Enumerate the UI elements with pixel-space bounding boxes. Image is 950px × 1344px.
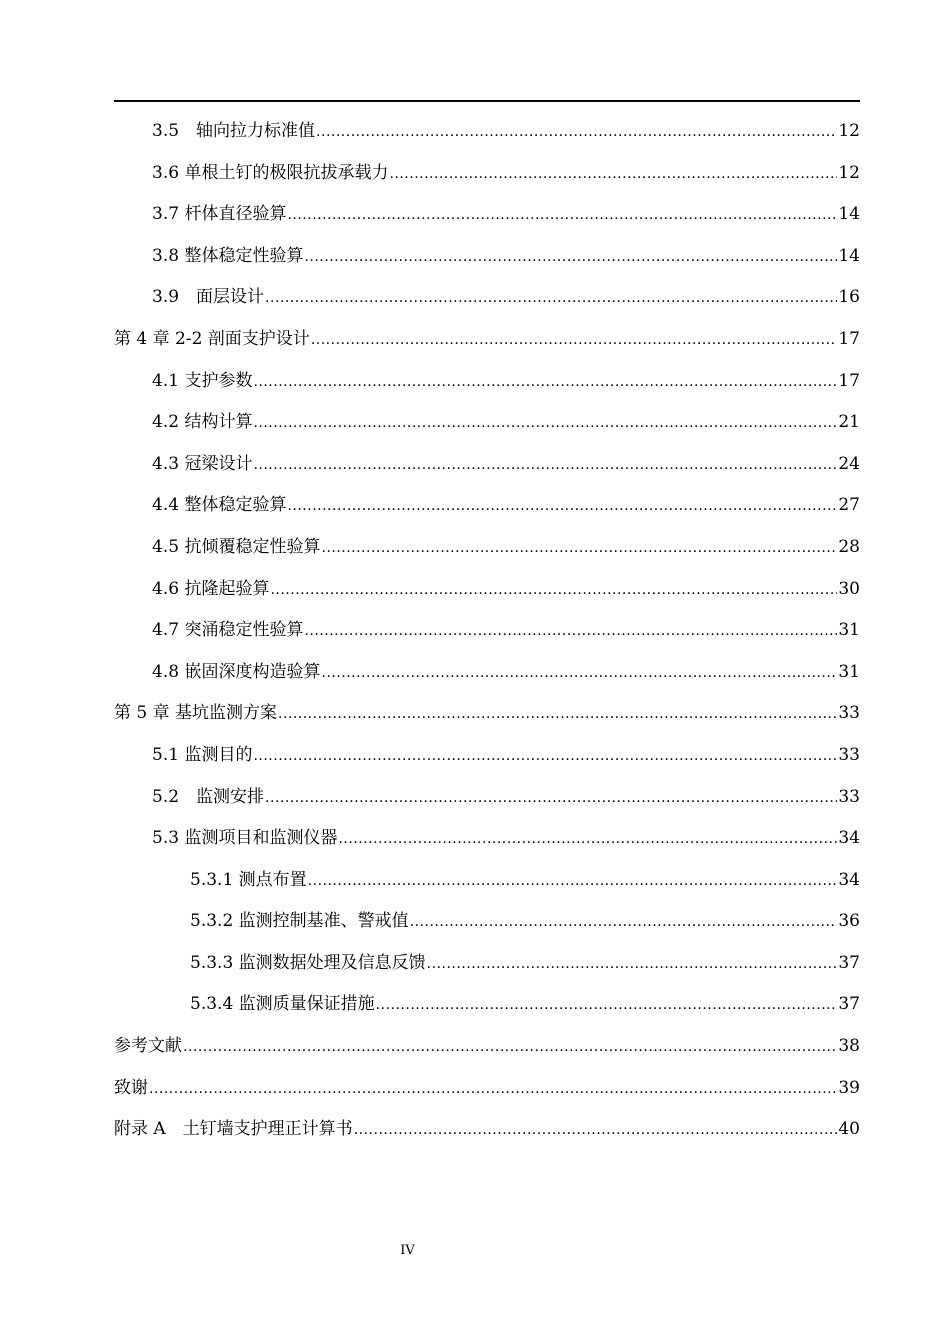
toc-leader-dots: [354, 1110, 838, 1152]
toc-entry-page: 24: [838, 453, 860, 474]
toc-entry-page: 28: [838, 536, 860, 557]
toc-entry-4[interactable]: [114, 236, 860, 278]
toc-entry-title: 5.3.4 监测质量保证措施: [190, 994, 375, 1015]
toc-entry-title: 3.9 面层设计: [152, 287, 265, 308]
toc-leader-dots: [389, 154, 837, 196]
toc-leader-dots: [321, 653, 837, 695]
toc-entry-7[interactable]: [114, 361, 860, 403]
toc-leader-dots: [278, 694, 837, 736]
toc-entry-title: 5.2 监测安排: [152, 786, 265, 807]
toc-entry-title: 致谢: [114, 1077, 148, 1098]
toc-leader-dots: [311, 320, 838, 362]
toc-entry-page: 17: [838, 370, 860, 391]
toc-entry-title: 4.6 抗隆起验算: [152, 578, 270, 599]
toc-leader-dots: [287, 195, 837, 237]
toc-leader-dots: [253, 362, 837, 404]
toc-entry-14[interactable]: [114, 652, 860, 694]
toc-entry-page: 21: [838, 412, 860, 433]
table-of-contents: [114, 111, 860, 1151]
toc-entry-title: 4.4 整体稳定验算: [152, 495, 287, 516]
toc-entry-12[interactable]: [114, 569, 860, 611]
toc-entry-title: 5.3.2 监测控制基准、警戒值: [190, 911, 409, 932]
toc-entry-page: 37: [838, 952, 860, 973]
toc-entry-15[interactable]: [114, 693, 860, 735]
toc-entry-page: 36: [838, 911, 860, 932]
toc-entry-page: 38: [838, 1036, 860, 1057]
toc-leader-dots: [427, 944, 838, 986]
toc-entry-19[interactable]: [114, 860, 860, 902]
toc-entry-title: 5.3.1 测点布置: [190, 869, 307, 890]
toc-entry-page: 39: [838, 1077, 860, 1098]
toc-leader-dots: [253, 445, 837, 487]
toc-leader-dots: [183, 1027, 837, 1069]
toc-entry-1[interactable]: [114, 111, 860, 153]
toc-entry-title: 3.7 杆体直径验算: [152, 204, 287, 225]
toc-entry-page: 37: [838, 994, 860, 1015]
toc-leader-dots: [287, 486, 837, 528]
toc-entry-title: 5.1 监测目的: [152, 744, 253, 765]
toc-entry-5[interactable]: [114, 277, 860, 319]
toc-entry-17[interactable]: [114, 777, 860, 819]
toc-entry-title: 4.1 支护参数: [152, 370, 253, 391]
toc-entry-page: 12: [838, 121, 860, 141]
toc-entry-page: 33: [838, 744, 860, 765]
toc-entry-20[interactable]: [114, 901, 860, 943]
toc-leader-dots: [321, 528, 837, 570]
toc-entry-title: 4.5 抗倾覆稳定性验算: [152, 536, 321, 557]
toc-entry-10[interactable]: [114, 485, 860, 527]
toc-leader-dots: [376, 985, 838, 1027]
toc-entry-page: 12: [838, 162, 860, 183]
toc-entry-9[interactable]: [114, 444, 860, 486]
toc-entry-title: 4.2 结构计算: [152, 412, 253, 433]
toc-leader-dots: [304, 611, 837, 653]
toc-entry-title: 4.7 突涌稳定性验算: [152, 620, 304, 641]
toc-entry-title: 3.6 单根土钉的极限抗拔承载力: [152, 162, 389, 183]
toc-entry-title: 参考文献: [114, 1036, 182, 1057]
toc-entry-title: 5.3 监测项目和监测仪器: [152, 828, 338, 849]
toc-entry-title: 附录 A 土钉墙支护理正计算书: [114, 1119, 353, 1140]
toc-leader-dots: [253, 736, 837, 778]
toc-entry-page: 31: [838, 620, 860, 641]
toc-leader-dots: [270, 570, 837, 612]
toc-entry-title: 第 5 章 基坑监测方案: [114, 703, 278, 724]
toc-leader-dots: [338, 819, 837, 861]
toc-entry-title: 4.3 冠梁设计: [152, 453, 253, 474]
header-rule: [114, 100, 860, 102]
toc-leader-dots: [410, 902, 838, 944]
toc-leader-dots: [265, 278, 837, 320]
toc-entry-page: 34: [838, 869, 860, 890]
toc-entry-page: 17: [838, 328, 860, 349]
toc-entry-page: 34: [838, 828, 860, 849]
toc-entry-11[interactable]: [114, 527, 860, 569]
toc-leader-dots: [265, 778, 837, 820]
toc-entry-24[interactable]: [114, 1068, 860, 1110]
toc-entry-title: 5.3.3 监测数据处理及信息反馈: [190, 952, 426, 973]
toc-entry-25[interactable]: [114, 1109, 860, 1151]
toc-leader-dots: [308, 861, 838, 903]
toc-entry-title: 3.8 整体稳定性验算: [152, 245, 304, 266]
toc-leader-dots: [253, 403, 837, 445]
toc-entry-title: 第 4 章 2-2 剖面支护设计: [114, 328, 310, 349]
toc-entry-22[interactable]: [114, 984, 860, 1026]
toc-entry-title: 3.5 轴向拉力标准值: [152, 121, 316, 141]
toc-entry-page: 14: [838, 204, 860, 225]
toc-entry-page: 31: [838, 661, 860, 682]
toc-entry-page: 40: [838, 1119, 860, 1140]
toc-entry-16[interactable]: [114, 735, 860, 777]
toc-entry-3[interactable]: [114, 194, 860, 236]
toc-entry-8[interactable]: [114, 402, 860, 444]
toc-entry-23[interactable]: [114, 1026, 860, 1068]
toc-entry-21[interactable]: [114, 943, 860, 985]
toc-entry-2[interactable]: [114, 153, 860, 195]
toc-leader-dots: [149, 1069, 837, 1111]
toc-entry-page: 33: [838, 786, 860, 807]
toc-entry-page: 16: [838, 287, 860, 308]
toc-entry-18[interactable]: [114, 818, 860, 860]
toc-entry-page: 33: [838, 703, 860, 724]
toc-entry-6[interactable]: [114, 319, 860, 361]
toc-entry-title: 4.8 嵌固深度构造验算: [152, 661, 321, 682]
toc-entry-page: 14: [838, 245, 860, 266]
page-number: IV: [400, 1243, 415, 1258]
toc-entry-page: 27: [838, 495, 860, 516]
toc-entry-13[interactable]: [114, 610, 860, 652]
toc-leader-dots: [304, 237, 837, 279]
toc-leader-dots: [316, 112, 837, 154]
toc-entry-page: 30: [838, 578, 860, 599]
